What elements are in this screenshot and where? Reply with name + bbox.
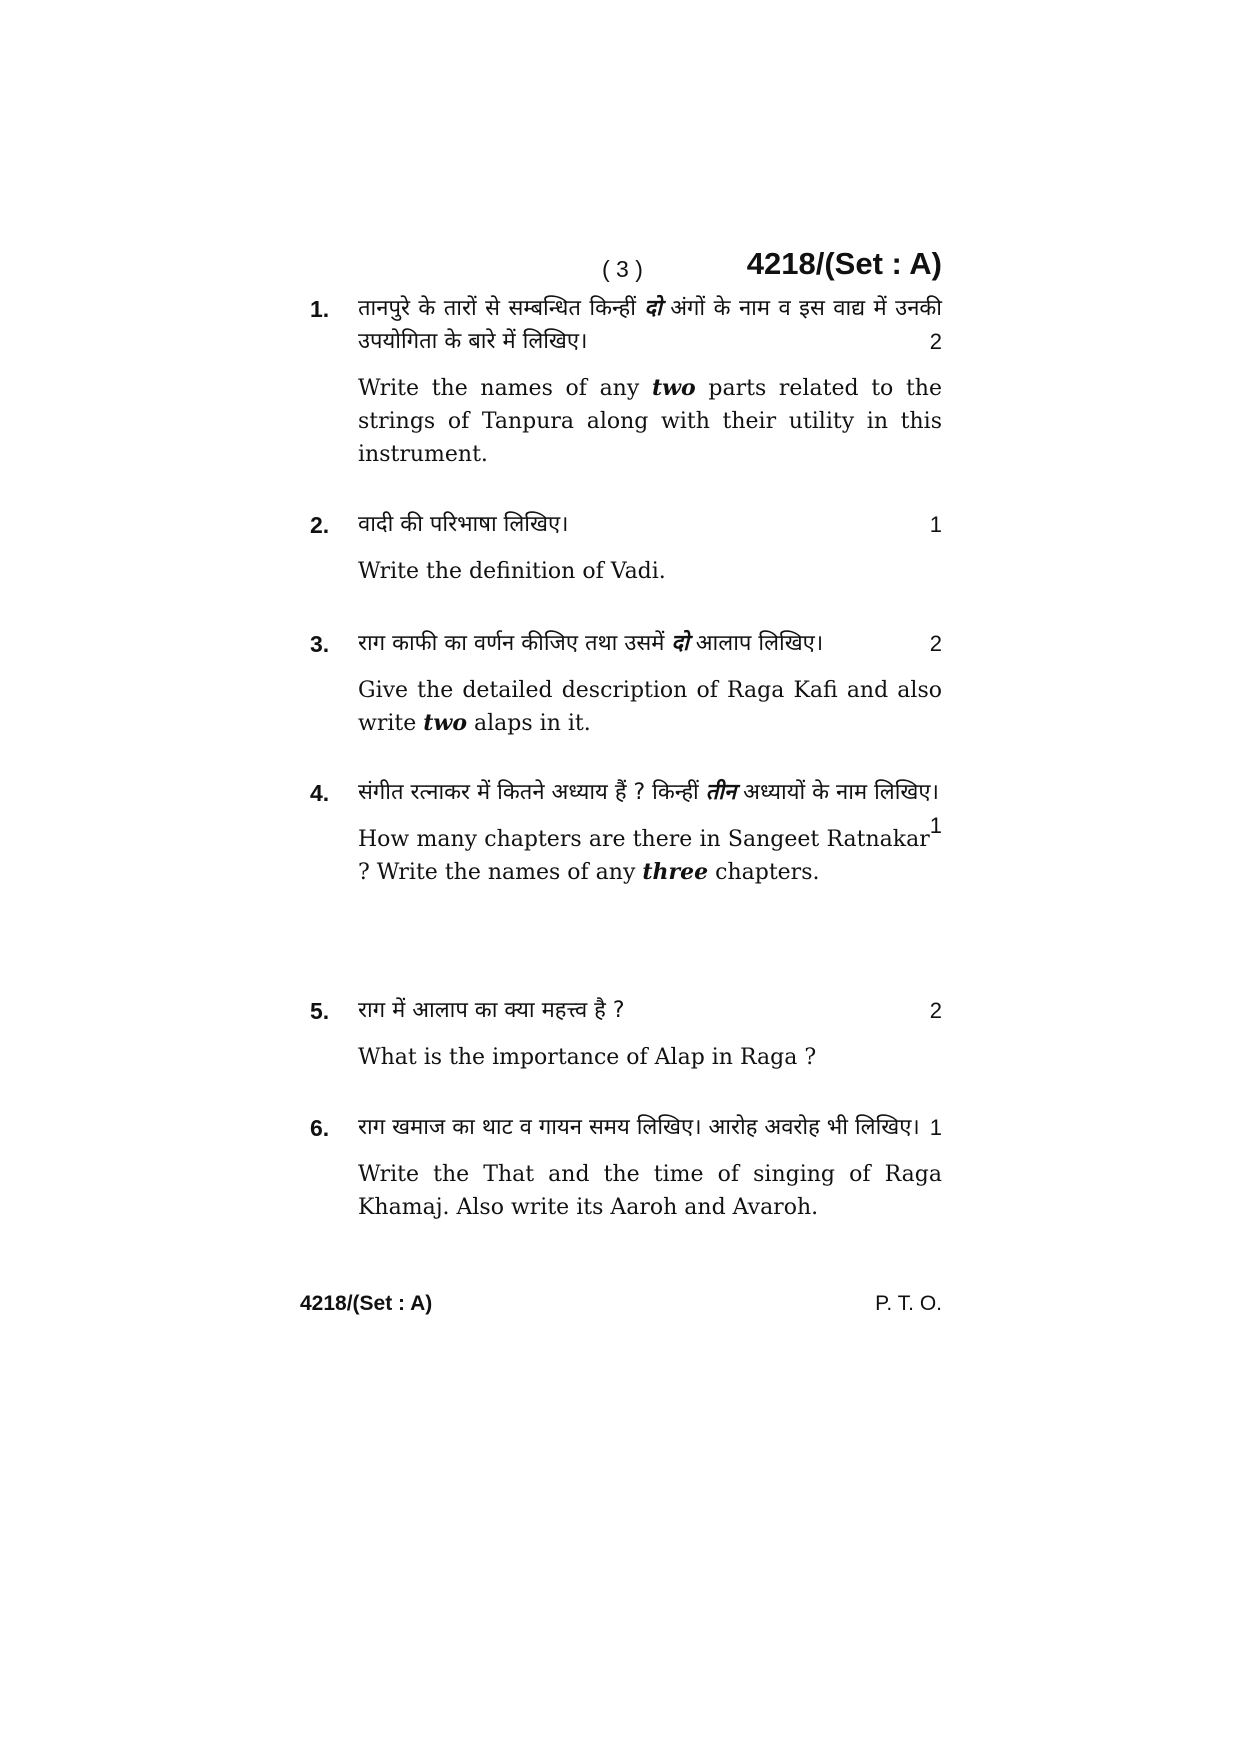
emphasis-word: two	[651, 375, 696, 401]
question-english-text: Write the definition of Vadi.	[358, 559, 666, 584]
question-english-text: Write the That and the time of singing of Raga Khamaj. Also write its Aaroh and Avaroh.	[358, 1162, 942, 1220]
question-marks: 1	[929, 1115, 942, 1140]
question-number: 1.	[310, 296, 330, 322]
emphasis-word: दो	[671, 631, 689, 656]
emphasis-word: two	[423, 710, 468, 736]
question-2	[310, 508, 942, 588]
emphasis-word: तीन	[705, 780, 737, 805]
please-turn-over: P. T. O.	[875, 1292, 942, 1315]
question-4	[310, 776, 942, 889]
question-number: 5.	[310, 998, 330, 1024]
emphasis-word: दो	[644, 296, 662, 321]
question-5	[310, 994, 942, 1074]
page-footer	[300, 1292, 942, 1322]
question-hindi-text: वादी की परिभाषा लिखिए। 1	[358, 508, 942, 541]
question-marks: 1	[929, 512, 942, 537]
question-3	[310, 627, 942, 740]
question-marks: 1	[929, 813, 942, 838]
question-6	[310, 1111, 942, 1224]
paper-code-footer: 4218/(Set : A)	[300, 1292, 433, 1315]
question-number: 2.	[310, 512, 330, 538]
emphasis-word: three	[642, 859, 709, 885]
question-1	[310, 292, 942, 471]
question-english-text: What is the importance of Alap in Raga ?	[358, 1045, 817, 1070]
question-hindi-text: संगीत रत्नाकर में कितने अध्याय हैं ? किन्हीं तीन अध्यायों के नाम लिखिए। 1	[358, 776, 942, 809]
question-number: 6.	[310, 1115, 330, 1141]
question-marks: 2	[929, 998, 942, 1023]
question-marks: 2	[929, 631, 942, 656]
question-english-text: Give the detailed description of Raga Kafi and also write two alaps in it.	[358, 678, 942, 736]
question-number: 4.	[310, 780, 330, 806]
question-hindi-text: राग खमाज का थाट व गायन समय लिखिए। आरोह अवरोह भी लिखिए। 1	[358, 1111, 942, 1144]
question-number: 3.	[310, 631, 330, 657]
question-english-text: How many chapters are there in Sangeet Ratnakar ? Write the names of any three chapters.	[358, 827, 930, 885]
question-hindi-text: तानपुरे के तारों से सम्बन्धित किन्हीं दो अंगों के नाम व इस वाद्य में उनकी उपयोगिता के बारे में लिखिए। 2	[358, 292, 942, 358]
question-english-text: Write the names of any two parts related to the strings of Tanpura along with their utility in this instrument.	[358, 375, 942, 467]
page-header	[300, 246, 942, 290]
question-hindi-text: राग काफी का वर्णन कीजिए तथा उसमें दो आलाप लिखिए। 2	[358, 627, 942, 660]
question-marks: 2	[929, 329, 942, 354]
paper-code-header: 4218/(Set : A)	[746, 246, 942, 281]
question-hindi-text: राग में आलाप का क्या महत्त्व है ? 2	[358, 994, 942, 1027]
page-number: ( 3 )	[602, 256, 643, 282]
